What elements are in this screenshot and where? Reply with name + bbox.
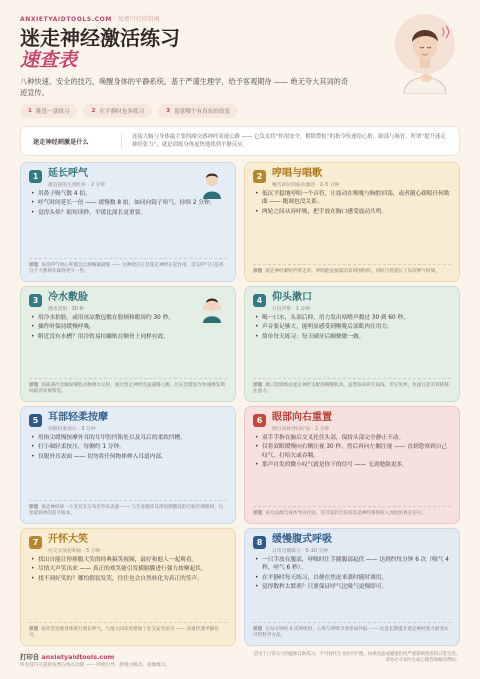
card-number: 7 <box>29 536 42 549</box>
footer-brand <box>20 652 114 661</box>
footnote-label: 原理 <box>29 626 39 632</box>
technique-card-8 <box>244 528 460 646</box>
step-label: 挑选一款练习 <box>35 109 70 115</box>
card-subtitle: 潜水反射 · 30 秒 <box>48 307 85 312</box>
card-number: 5 <box>29 414 42 427</box>
footnote-label: 原理 <box>253 626 263 632</box>
brand-line <box>20 14 160 23</box>
bullet: • 低沉平稳地哼唱一个音符，让震动在喉咙与胸腔回荡，或者随心跟唱任何歌曲 —— 跑调也没关系。 <box>255 190 451 206</box>
bullet: • 找出自能让你捧腹大笑的经典搞笑视频，最好和他人一起观看。 <box>31 556 227 564</box>
card-subtitle: 源自身体导向疗法 · 2 分钟 <box>272 427 330 432</box>
technique-card-5 <box>20 406 236 524</box>
technique-card-7 <box>20 528 236 646</box>
footer-note: 所有技巧可提供免费在线互动版 —— 呼吸引导、舒缓白噪音、接地练习。 <box>20 663 170 668</box>
card-number: 3 <box>29 294 42 307</box>
card-footnote <box>253 622 451 645</box>
calm-person-illustration <box>390 10 460 94</box>
footnote-label: 原理 <box>29 382 39 388</box>
card-bullets <box>31 434 227 462</box>
card-title: 延长呼气 <box>48 168 88 179</box>
bullet: • 觉得头晕？缩短读秒，平缓比深长更重要。 <box>31 209 227 217</box>
footnote-label: 原理 <box>253 269 263 275</box>
page-footer <box>20 652 460 674</box>
footnote-text: 漱口能锻炼由迷走神经支配的咽喉肌肉。虽然临床研究尚浅，但它免费、快速且能有效转移注意力。 <box>253 382 449 395</box>
card-bullets <box>31 314 227 342</box>
step-number: 2 <box>91 108 96 114</box>
bullet: • 一只手放在腹部，呼吸时让手随腹部起伏 —— 达到约每分钟 6 次（吸气 4 秒，呼气 6 秒）。 <box>255 556 451 572</box>
footnote-text: 该方法源自身体导向疗法，其引发的自发叹息是神经系统转入放松的真实信号。 <box>265 511 426 517</box>
definition-question: 迷走神经刺激是什么 <box>33 138 89 146</box>
footnote-label: 原理 <box>29 262 39 268</box>
card-number: 4 <box>253 294 266 307</box>
card-bullets <box>255 314 451 342</box>
bullet: • 附近没有水槽？用冷饮易拉罐贴在额骨上同样有效。 <box>31 333 227 341</box>
bullet: • 双手手指在脑后交叉托住头部，保持头部完全静止不动。 <box>255 434 451 442</box>
brand-name: ANXIETYAIDTOOLS.COM <box>20 16 112 23</box>
bullet: • 打小圈轻柔按压，每侧约 1 分钟。 <box>31 443 227 451</box>
brand-tag: · 免费可打印指南 <box>111 16 160 23</box>
card-bullets <box>255 556 451 592</box>
footer-brand-link[interactable]: anxietyaidtools.com <box>41 653 115 661</box>
page-subtitle: 速查表 <box>20 49 78 71</box>
footnote-text: 面部遇冷会触发哺乳动物潜水反射，通过迷走神经迅速减慢心跳。这在恐慌发作快速爆发期间最容易被察觉。 <box>29 382 225 395</box>
card-subtitle: 仅限轻柔按压 · 3 分钟 <box>48 427 96 432</box>
card-title: 哼唱与唱歌 <box>272 168 322 179</box>
card-number: 8 <box>253 536 266 549</box>
card-number: 1 <box>29 170 42 183</box>
card-title: 冷水敷脸 <box>48 292 88 303</box>
bullet: • 用指尖缓慢按摩外耳的耳甲腔凹陷处以及耳后的柔软凹槽。 <box>31 434 227 442</box>
footnote-text: 在每分钟约 6 次呼吸时，心率与呼吸节奏形成共振 —— 这是长期提升迷走神经张力最受认可的科学方法。 <box>253 626 449 639</box>
footnote-label: 原理 <box>253 382 263 388</box>
bullet: • 喝一口水，头部后仰，用力发出咕噜声数过 30 到 60 秒。 <box>255 314 451 322</box>
card-subtitle: 开启声带 · 1 分钟 <box>272 307 310 312</box>
technique-card-6 <box>244 406 460 524</box>
card-bullets <box>31 190 227 218</box>
technique-card-3 <box>20 286 236 402</box>
card-number: 2 <box>253 170 266 183</box>
step-number: 1 <box>28 108 32 114</box>
bullet: • 尽情大声笑出来 —— 真正的欢笑能引发横膈膜进行强力按摩起伏。 <box>31 565 227 573</box>
step-label: 在平静时也多练习 <box>99 109 145 115</box>
bullet: • 仅将双眼缓慢向右侧注视 30 秒，然后再向左侧注视 —— 直到您察到自己叹气、打哈欠或吞咽。 <box>255 443 451 459</box>
card-bullets <box>255 190 451 217</box>
card-footnote <box>29 500 227 523</box>
step-label: 留意哪个有真实的改变 <box>174 109 231 115</box>
technique-card-2 <box>244 162 460 282</box>
technique-card-4 <box>244 286 460 402</box>
bullet: • 呼气时间延长一倍 —— 缓慢数 8 拍，如同向镜子哈气。持续 2 分钟。 <box>31 199 227 207</box>
footnote-text: 每次呼气时心率都会自然略微减慢 —— 这种效应正是迷走神经在起作用。延长呼气只是将这个天然刹车踩得更久一些。 <box>29 262 224 275</box>
intro-text: 八种快速、安全的技巧，唤醒身体的平静系统。基于严谨生理学，给予客观期待 —— 绝无夸大其词的奇迹宣传。 <box>20 77 349 97</box>
card-title: 眼部向右重置 <box>272 412 332 423</box>
card-bullets <box>255 434 451 470</box>
bullet: • 仅限外耳表面 —— 切勿将任何物体伸入耳道内部。 <box>31 453 227 461</box>
card-title: 耳部轻柔按摩 <box>48 412 108 423</box>
footer-disclaimer: 适用于日常压力的温和自助练习，不可替代专业医疗护理。如果焦虑或健康担忧严重影响到您的日常生活，请务必寻求医生或心理咨询师的帮助。 <box>253 652 460 664</box>
card-number: 6 <box>253 414 266 427</box>
footnote-text: 欢笑会迫使身体进行深长呼气，与他人同乐更增加了社交安全信号 —— 双重传递平静信号。 <box>29 626 219 639</box>
footnote-label: 原理 <box>253 511 263 517</box>
card-title: 仰头漱口 <box>272 292 312 303</box>
bullet: • 用鼻子吸气数 4 拍。 <box>31 190 227 198</box>
step-item <box>20 104 77 118</box>
footnote-label: 原理 <box>29 504 39 510</box>
card-footnote <box>29 622 227 645</box>
page-title: 迷走神经激活练习 <box>20 26 180 50</box>
definition-answer: 连接大脑与身体最主要的副交感神经高速公路 —— 它负责将“你很安全，解除警报”的指令传递给心脏、肺部与肠胃。所谓“提升迷走神经张力”，就是训练身体更快地找到平静反应。 <box>121 133 459 149</box>
bullet: • 简单每天练习：每天刷牙后顺便做一做。 <box>255 333 451 341</box>
card-subtitle: 最直接的生理杠杆 · 2 分钟 <box>48 183 106 188</box>
bullet: • 觉得数秒太繁琐？只要保证呼气比吸气更慢即可。 <box>255 583 451 591</box>
footnote-text: 迷走神经紧贴声带走形。哼唱能直接震动其周围组织，同时自然延长了每次呼气时间。 <box>265 269 440 275</box>
steps-bar <box>20 104 460 118</box>
definition-box <box>20 126 460 156</box>
footer-brand-prefix: 打印自 <box>20 653 42 661</box>
bullet: • 操作时保持缓慢呼吸。 <box>31 323 227 331</box>
step-item <box>83 104 152 118</box>
bullet: • 声音要足够大，能明显感受到喉咙后部肌肉在用力。 <box>255 323 451 331</box>
technique-card-1 <box>20 162 236 282</box>
card-footnote <box>253 264 451 281</box>
card-title: 开怀大笑 <box>48 534 88 545</box>
bullet: • 用冷水拍脸，或用冰凉敷包敷在脸颊和眼周约 30 秒。 <box>31 314 227 322</box>
card-subtitle: 社交式放松和加 · 5 分钟 <box>48 549 101 554</box>
card-footnote <box>29 258 227 281</box>
footnote-text: 迷走神经的一小支耳支分布在外耳表面 —— 与专业级皮耳部电刺激仪的目标区域相同，这里最简单的徒手版本。 <box>29 504 224 517</box>
step-number: 3 <box>166 108 171 114</box>
card-footnote <box>253 378 451 401</box>
card-footnote <box>29 378 227 401</box>
card-bullets <box>31 556 227 584</box>
bullet: • 在平静时每天练习，以便在焦虑来袭时随时调用。 <box>255 574 451 582</box>
bullet: • 那声自发的微小叹气就是你下的信号 —— 无需勉强更多。 <box>255 461 451 469</box>
step-item <box>158 104 238 118</box>
card-subtitle: 喉舌部位的振动激活 · 2–5 分钟 <box>272 183 340 188</box>
card-footnote <box>253 506 451 523</box>
bullet: • 两轮之间从容呼吸，把手放在胸口感受震动共鸣。 <box>255 208 451 216</box>
bullet: • 找不到好笑的？哪怕假装发笑，往往也会自然转化为真正的笑声。 <box>31 575 227 583</box>
card-title: 缓慢腹式呼吸 <box>272 534 332 545</box>
card-subtitle: 日常习惯练习 · 5–10 分钟 <box>272 549 329 554</box>
